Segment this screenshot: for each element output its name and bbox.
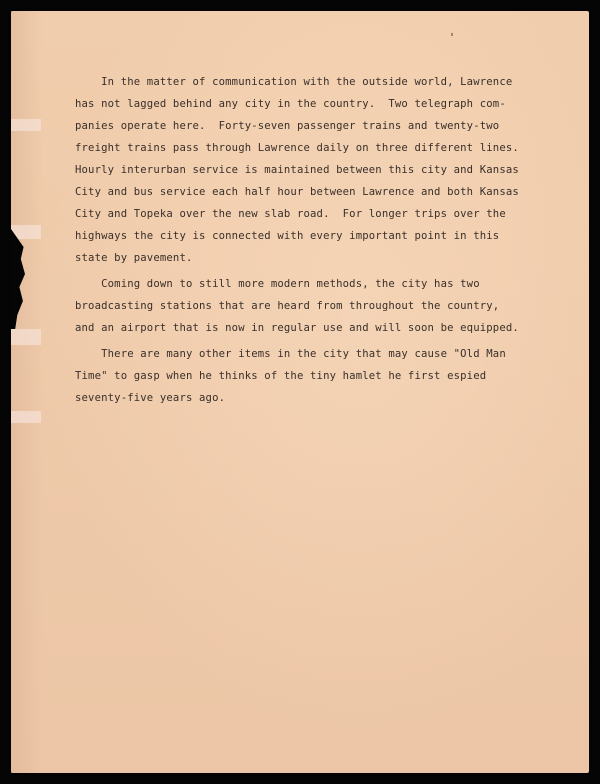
text-line: In the matter of communication with the outside world, Lawrence — [75, 76, 513, 88]
text-line: has not lagged behind any city in the country. Two telegraph com- — [75, 98, 506, 110]
text-line: seventy-five years ago. — [75, 392, 226, 404]
text-line: There are many other items in the city that may cause "Old Man — [75, 348, 506, 360]
text-line: panies operate here. Forty-seven passenger trains and twenty-two — [75, 120, 500, 132]
text-line: City and Topeka over the new slab road. For longer trips over the — [75, 208, 506, 220]
tape-residue — [11, 329, 41, 345]
text-line: Time" to gasp when he thinks of the tiny hamlet he first espied — [75, 370, 487, 382]
text-line: state by pavement. — [75, 252, 193, 264]
tape-residue — [11, 411, 41, 423]
typed-text-body — [75, 71, 575, 409]
text-line: broadcasting stations that are heard from throughout the country, — [75, 300, 500, 312]
text-line: Hourly interurban service is maintained between this city and Kansas — [75, 164, 519, 176]
paragraph-2 — [75, 273, 575, 339]
text-line: freight trains pass through Lawrence daily on three different lines. — [75, 142, 519, 154]
text-line: City and bus service each half hour between Lawrence and both Kansas — [75, 186, 519, 198]
paragraph-1 — [75, 71, 575, 269]
text-line: and an airport that is now in regular use and will soon be equipped. — [75, 322, 519, 334]
paragraph-3 — [75, 343, 575, 409]
text-line: highways the city is connected with every important point in this — [75, 230, 500, 242]
ink-speck — [451, 33, 453, 36]
paper-sheet — [11, 11, 589, 773]
tape-residue — [11, 119, 41, 131]
text-line: Coming down to still more modern methods, the city has two — [75, 278, 480, 290]
